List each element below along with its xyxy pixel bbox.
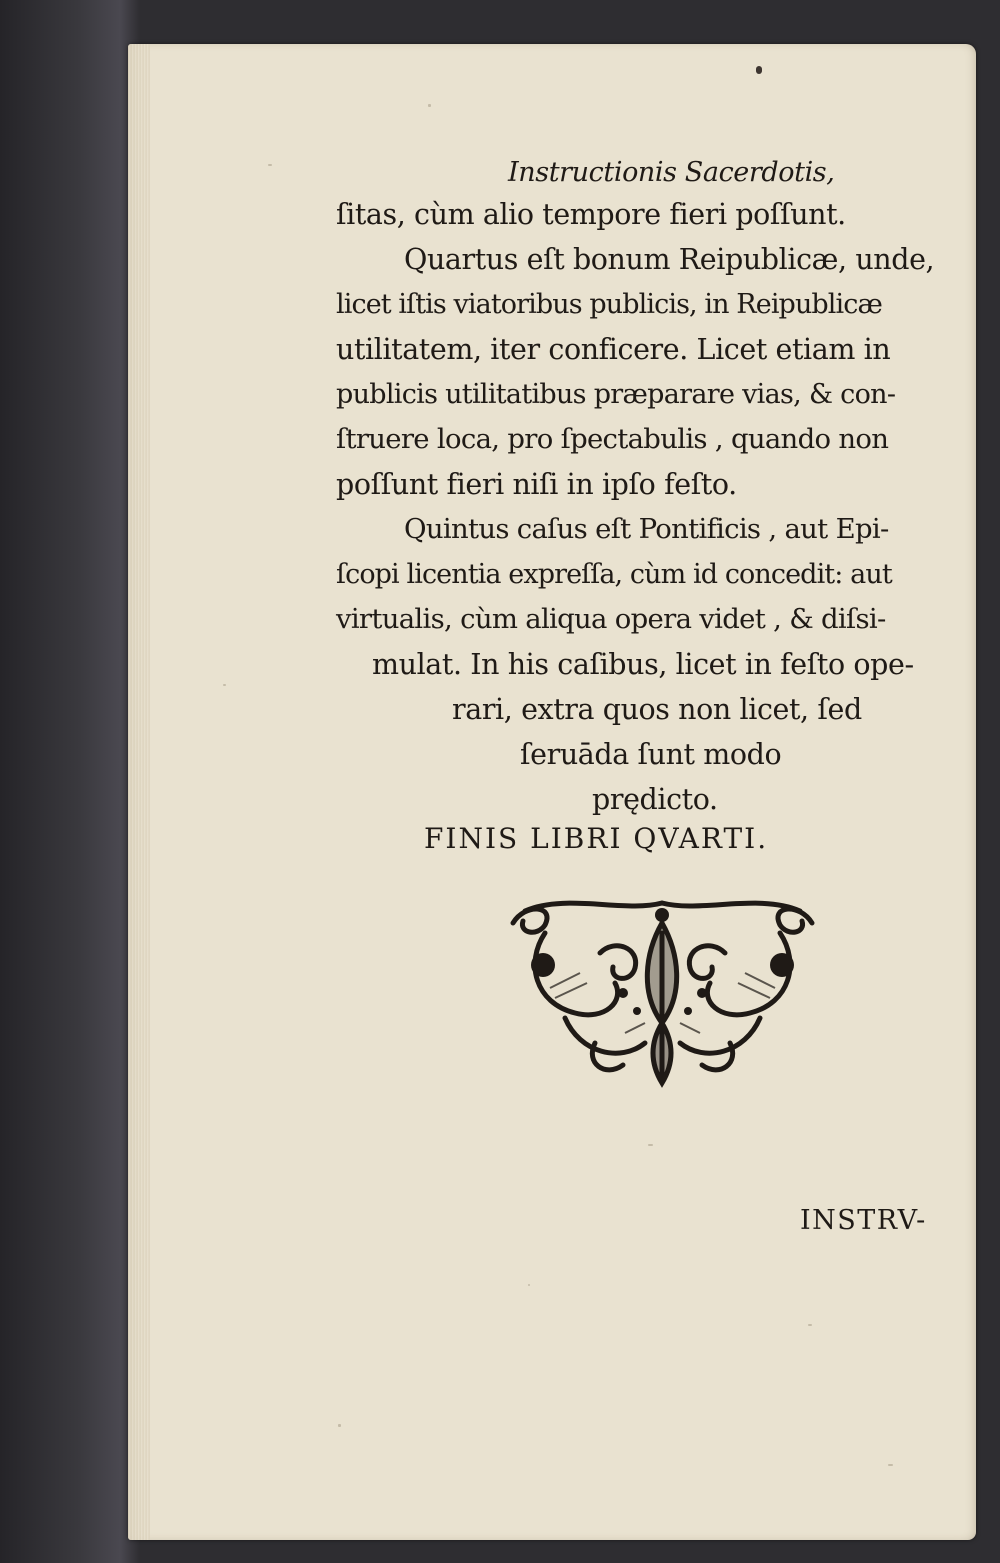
text-line-4: utilitatem, iter conficere. Licet etiam in [336,333,891,366]
running-head: Instructionis Sacerdotis, [508,157,835,188]
text-line-9: ſcopi licentia expreſſa, cùm id concedit: aut [336,559,892,590]
text-line-6: ſtruere loca, pro ſpectabulis , quando non [336,423,889,455]
text-line-10: virtualis, cùm aliqua opera videt , & diſsi- [336,603,886,635]
catchword: INSTRV- [800,1205,927,1236]
paper-speck [223,684,226,686]
paper-speck [888,1464,893,1466]
text-line-12: rari, extra quos non licet, ſed [452,693,862,726]
finis-line: FINIS LIBRI QVARTI. [424,822,769,855]
paper-speck [428,104,431,107]
paper-speck [528,1284,530,1286]
text-line-1: ſitas, cùm alio tempore fieri poſſunt. [336,198,846,231]
fleuron-ornament-icon [505,893,820,1088]
text-line-14: prędicto. [592,783,718,816]
page-edges [128,44,150,1540]
text-line-8: Quintus caſus eſt Pontificis , aut Epi- [404,513,889,545]
text-line-5: publicis utilitatibus præparare vias, & con- [336,379,896,410]
paper-speck [268,164,272,166]
text-line-3: licet iſtis viatoribus publicis, in Reipublicæ [336,289,882,320]
text-line-13: ſeruāda ſunt modo [520,738,782,771]
text-line-11: mulat. In his caſibus, licet in feſto ope- [372,648,914,681]
ink-mark [756,66,762,74]
paper-speck [808,1324,812,1326]
paper-speck [338,1424,341,1427]
text-line-2: Quartus eſt bonum Reipublicæ, unde, [404,243,935,276]
text-line-7: poſſunt fieri niſi in ipſo feſto. [336,468,737,501]
paper-speck [648,1144,653,1146]
